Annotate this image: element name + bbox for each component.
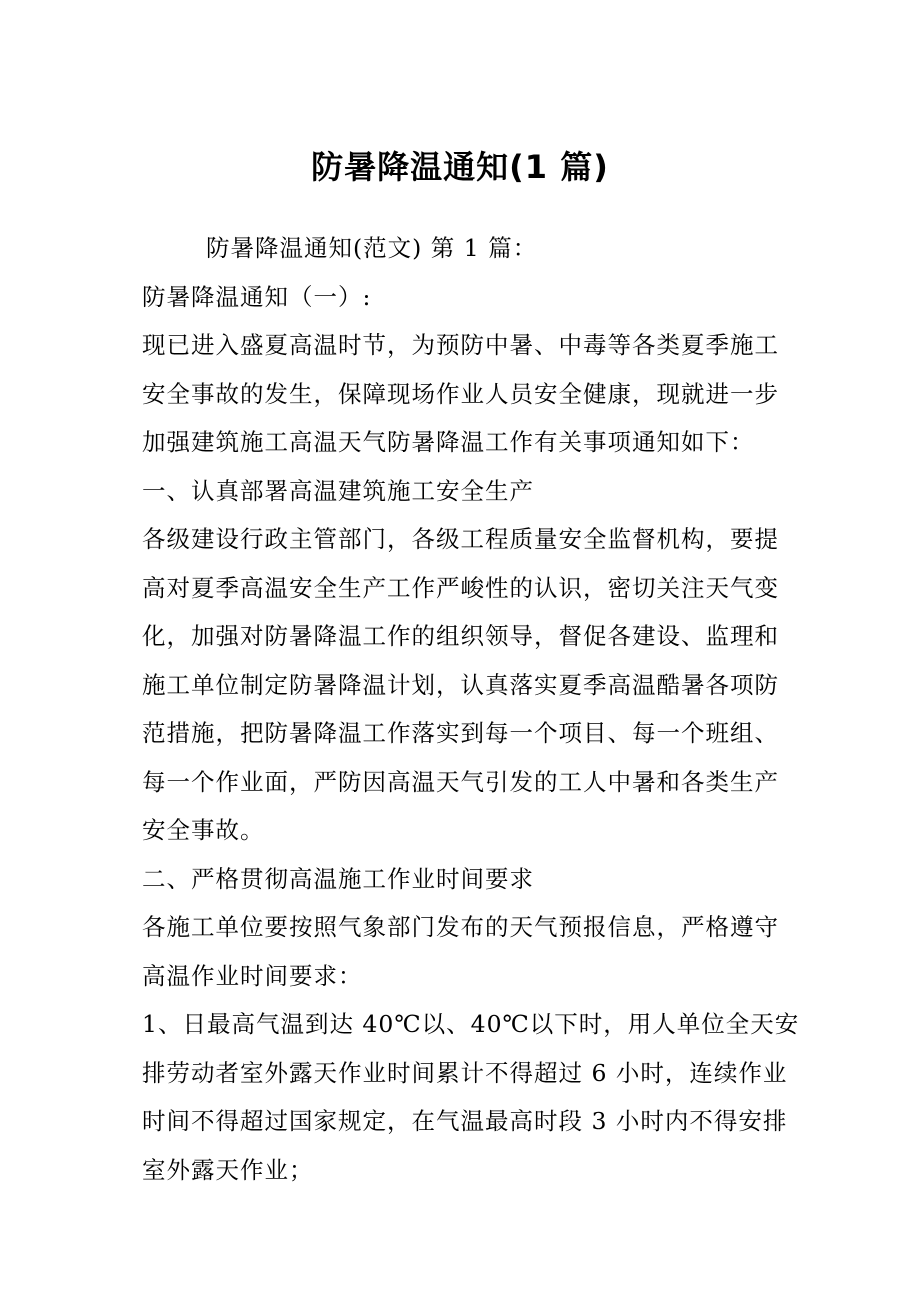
subtitle-line: 防暑降温通知(范文) 第 1 篇：	[206, 234, 538, 262]
paragraph-line: 每一个作业面，严防因高温天气引发的工人中暑和各类生产	[142, 767, 779, 796]
paragraph-line: 高对夏季高温安全生产工作严峻性的认识，密切关注天气变	[142, 573, 779, 602]
section-heading-1: 一、认真部署高温建筑施工安全生产	[142, 476, 534, 505]
paragraph-line: 施工单位制定防暑降温计划，认真落实夏季高温酷暑各项防	[142, 670, 779, 699]
paragraph-line: 范措施，把防暑降温工作落实到每一个项目、每一个班组、	[142, 719, 779, 747]
section-heading-notice: 防暑降温通知（一）:	[142, 282, 372, 311]
document-body	[142, 224, 800, 1194]
section-heading-2: 二、严格贯彻高温施工作业时间要求	[142, 864, 534, 893]
paragraph-line: 各级建设行政主管部门，各级工程质量安全监督机构，要提	[142, 525, 779, 553]
paragraph-line: 加强建筑施工高温天气防暑降温工作有关事项通知如下：	[142, 428, 755, 456]
paragraph-line: 室外露天作业；	[142, 1155, 314, 1184]
document-title: 防暑降温通知(1 篇)	[311, 148, 609, 186]
paragraph-line: 安全事故的发生，保障现场作业人员安全健康，现就进一步	[142, 379, 779, 408]
list-item-line: 1、日最高气温到达 40℃以、40℃以下时，用人单位全天安	[142, 1010, 800, 1038]
paragraph-line: 安全事故。	[142, 816, 265, 844]
paragraph-line: 现已进入盛夏高温时节，为预防中暑、中毒等各类夏季施工	[142, 331, 779, 359]
paragraph-line: 时间不得超过国家规定，在气温最高时段 3 小时内不得安排	[142, 1107, 788, 1135]
paragraph-line: 各施工单位要按照气象部门发布的天气预报信息，严格遵守	[142, 913, 779, 941]
paragraph-line: 高温作业时间要求：	[142, 961, 363, 990]
paragraph-line: 排劳动者室外露天作业时间累计不得超过 6 小时，连续作业	[142, 1058, 788, 1087]
paragraph-line: 化，加强对防暑降温工作的组织领导，督促各建设、监理和	[142, 622, 779, 650]
